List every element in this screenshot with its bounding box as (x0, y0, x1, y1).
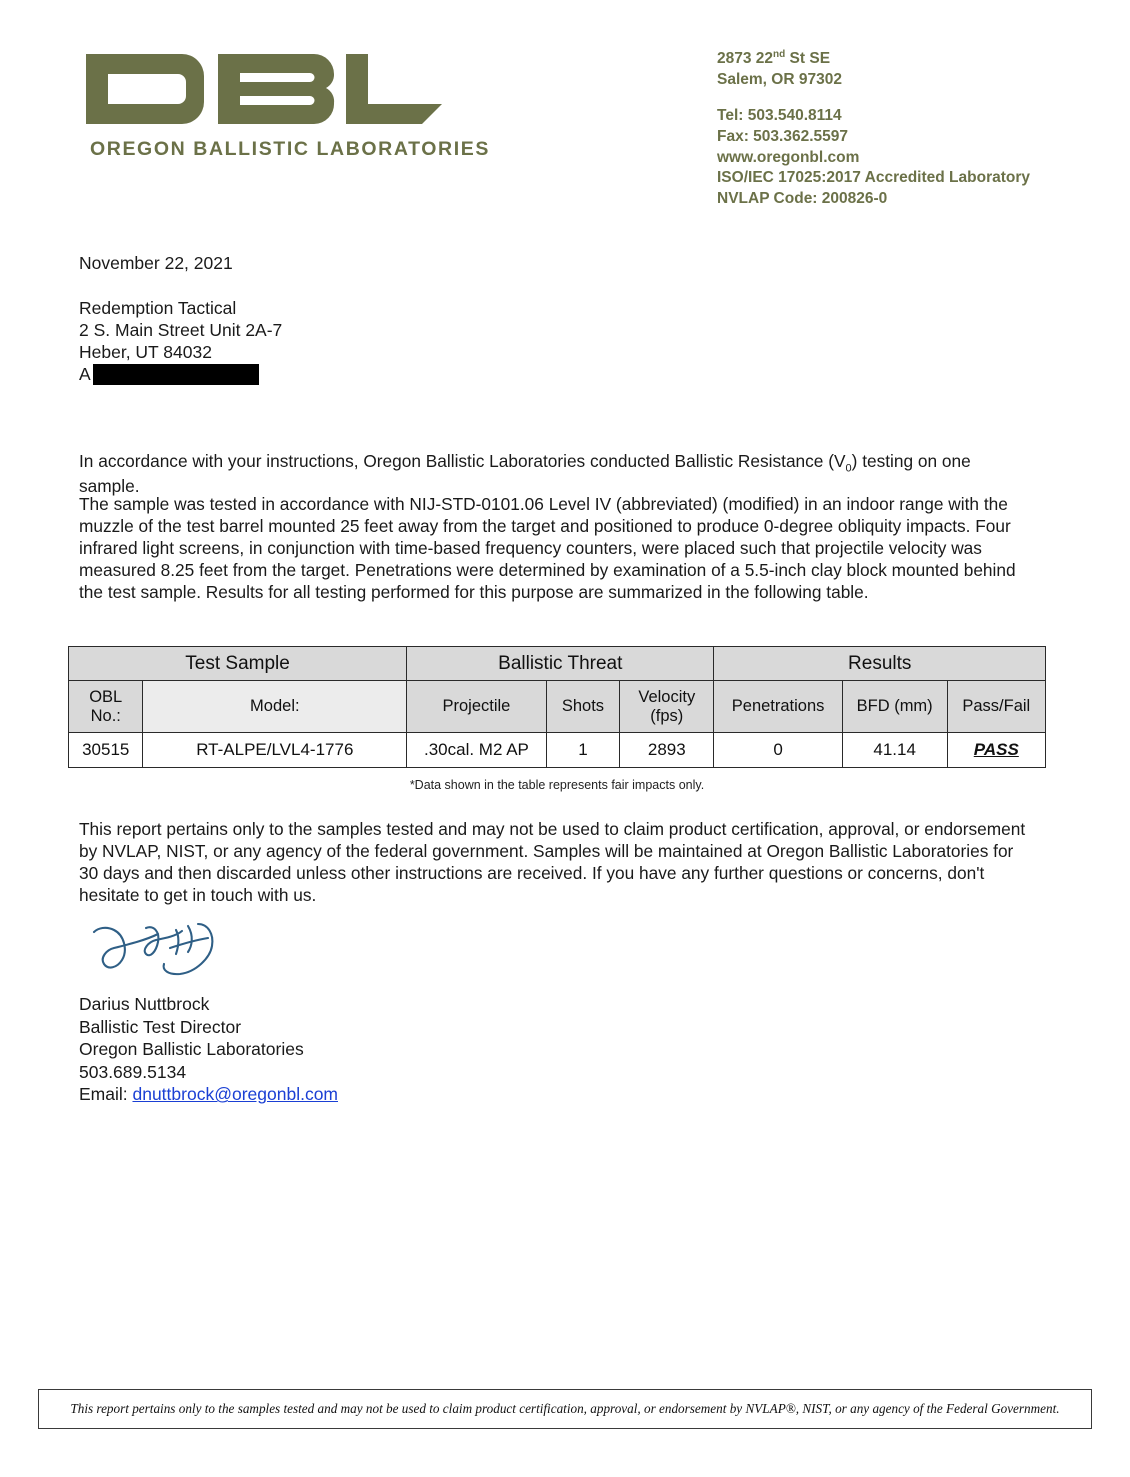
obl-head-line2: No.: (90, 706, 121, 725)
velocity-head-line2: (fps) (650, 706, 684, 725)
column-header-model: Model: (143, 681, 407, 733)
methodology-paragraph: The sample was tested in accordance with NIJ-STD-0101.06 Level IV (abbreviated) (modified) in an indoor range with the muzzle of the test barrel mounted 25 feet away from the target and positioned to produce 0-degree obliquity impacts. Four infrared light screens, in conjunction with time-based frequency counters, were placed such that projectile velocity was measured 8.25 feet from the target. Penetrations were determined by examination of a 5.5-inch clay block mounted behind the test sample. Results for all testing performed for this purpose are summarized in the following table. (79, 494, 1016, 603)
contact-accreditation: ISO/IEC 17025:2017 Accredited Laboratory (717, 169, 1031, 187)
recipient-attn-prefix: A (79, 364, 91, 385)
column-header-bfd: BFD (mm) (842, 681, 947, 733)
signature-image (84, 918, 254, 990)
column-header-shots: Shots (546, 681, 619, 733)
cell-bfd: 41.14 (842, 733, 947, 768)
handwritten-signature-icon (84, 918, 254, 990)
signer-email-line (79, 1083, 338, 1106)
email-link[interactable]: dnuttbrock@oregonbl.com (132, 1084, 338, 1105)
column-header-pass-fail: Pass/Fail (947, 681, 1045, 733)
redaction-bar (93, 364, 259, 385)
disclaimer-paragraph: This report pertains only to the samples tested and may not be used to claim product certification, approval, or endorsement by NVLAP, NIST, or any agency of the federal government. Samples will be maintained at Oregon Ballistic Laboratories for 30 days and then discarded unless other instructions are received. If you have any further questions or concerns, don't hesitate to get in touch with us. (79, 819, 1026, 906)
signer-phone: 503.689.5134 (79, 1061, 187, 1082)
signer-name: Darius Nuttbrock (79, 994, 210, 1014)
recipient-address (79, 297, 282, 385)
email-label: Email: (79, 1084, 133, 1105)
cell-shots: 1 (546, 733, 619, 768)
velocity-head-line1: Velocity (638, 687, 696, 706)
intro-paragraph: In accordance with your instructions, Oregon Ballistic Laboratories conducted Ballistic Resistance $(V_0)$ testing on one sample. (79, 451, 971, 497)
faint-watermark-text (79, 390, 83, 402)
contact-street: 2873 22nd St SE (717, 49, 831, 68)
cell-obl-no: 30515 (69, 733, 143, 768)
group-header-ballistic-threat: Ballistic Threat (407, 647, 714, 681)
column-header-projectile: Projectile (407, 681, 547, 733)
results-table-wrapper (68, 646, 1046, 792)
column-header-row (69, 681, 1046, 733)
company-logo (78, 46, 490, 161)
column-header-obl-no (69, 681, 143, 733)
contact-block (717, 48, 1030, 209)
group-header-row (69, 647, 1046, 681)
column-header-penetrations: Penetrations (714, 681, 842, 733)
table-row (69, 733, 1046, 768)
obl-logo-icon (78, 46, 450, 132)
recipient-company: Redemption Tactical (79, 298, 237, 318)
results-table-head (69, 647, 1046, 733)
group-header-results: Results (714, 647, 1046, 681)
results-table-body (69, 733, 1046, 768)
signer-company: Oregon Ballistic Laboratories (79, 1039, 304, 1060)
signer-title: Ballistic Test Director (79, 1016, 242, 1037)
letter-date: November 22, 2021 (79, 253, 233, 273)
logo-caption: OREGON BALLISTIC LABORATORIES (90, 138, 490, 160)
recipient-address-line-1: 2 S. Main Street Unit 2A-7 (79, 320, 283, 341)
cell-pass-fail: PASS (947, 733, 1045, 768)
column-header-velocity (620, 681, 714, 733)
recipient-attn-line (79, 363, 282, 385)
contact-tel: Tel: 503.540.8114 (717, 107, 842, 125)
contact-fax: Fax: 503.362.5597 (717, 127, 848, 145)
contact-website[interactable]: www.oregonbl.com (717, 148, 860, 166)
signature-block (79, 993, 338, 1106)
footer-disclaimer-box (38, 1389, 1092, 1429)
cell-projectile: .30cal. M2 AP (407, 733, 547, 768)
recipient-address-line-2: Heber, UT 84032 (79, 342, 212, 363)
cell-penetrations: 0 (714, 733, 842, 768)
contact-city: Salem, OR 97302 (717, 70, 842, 88)
table-footnote: *Data shown in the table represents fair impacts only. (409, 778, 705, 792)
cell-model: RT-ALPE/LVL4-1776 (143, 733, 407, 768)
letterhead (0, 38, 1130, 228)
group-header-test-sample: Test Sample (69, 647, 407, 681)
contact-nvlap-code: NVLAP Code: 200826-0 (717, 189, 888, 207)
results-table (68, 646, 1046, 768)
contact-spacer (717, 90, 1030, 106)
footer-disclaimer-text: This report pertains only to the samples tested and may not be used to claim product certification, approval, or endorsement by NVLAP®, NIST, or any agency of the Federal Government. (70, 1401, 1060, 1416)
obl-head-line1: OBL (89, 687, 123, 706)
cell-velocity: 2893 (620, 733, 714, 768)
